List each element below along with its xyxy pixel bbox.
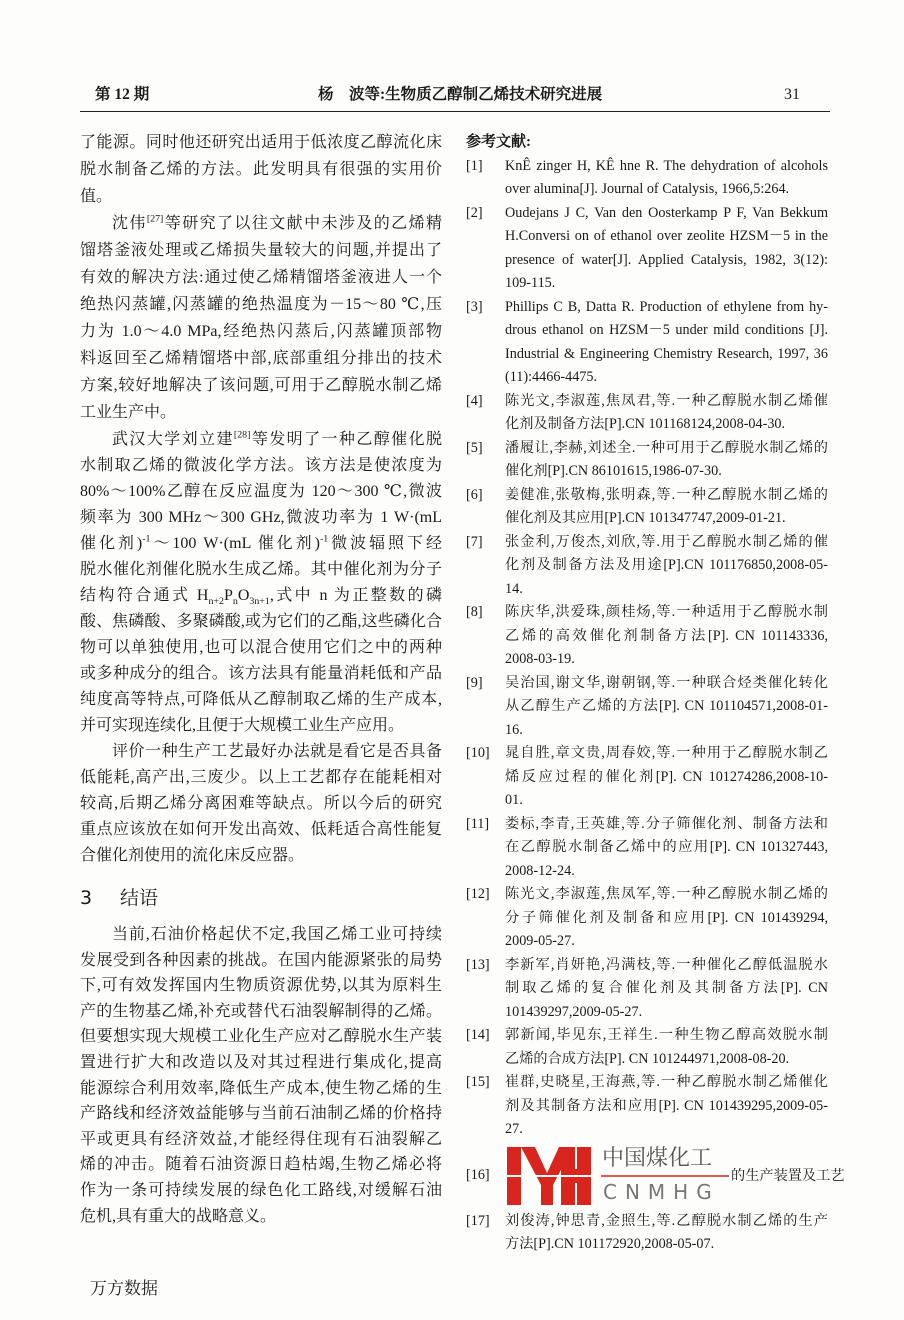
reference-label: [9] [466, 674, 483, 691]
text-line: 化剂及制备方法及用途[P].CN 101176850,2008-05- [505, 557, 828, 573]
text-line [80, 531, 442, 557]
text-line: 平或更具有经济效益,才能经得住现有石油裂解乙 [80, 1130, 442, 1148]
text-line: presence of water[J]. Applied Catalysis, 1982, 3(12): [505, 251, 828, 268]
text-line: 馏塔釜液处理或乙烯损失量较大的问题,并提出了 [80, 242, 442, 259]
reference-text [505, 437, 828, 484]
text-line: 或多种成分的组合。该方法具有能量消耗低和产品 [80, 665, 442, 682]
reference-text [505, 202, 828, 296]
text-line: 方法[P].CN 101172920,2008-05-07. [505, 1236, 715, 1252]
text-line: 发展受到各种因素的挑战。在国内能源紧张的局势 [80, 951, 442, 969]
text-line: 了能源。同时他还研究出适用于低浓度乙醇流化床 [80, 134, 442, 151]
text-line: 力为 1.0～4.0 MPa,经绝热闪蒸后,闪蒸罐顶部物 [80, 323, 442, 340]
references [466, 131, 845, 1257]
reference-label: [11] [466, 815, 490, 832]
reference-label: [14] [466, 1027, 490, 1043]
reference-item [466, 155, 828, 202]
superscript: -1 [142, 533, 151, 545]
text-line: 合催化剂使用的流化床反应器。 [80, 847, 305, 864]
page-number: 31 [784, 86, 800, 103]
text-line: 料返回至乙烯精馏塔中部,底部重组分排出的技术 [80, 350, 442, 367]
text-line: 催化剂及其应用[P].CN 101347747,2009-01-21. [505, 510, 786, 526]
text-line: 化剂及制备方法[P].CN 101168124,2008-04-30. [505, 416, 786, 432]
section-number: 3 [80, 887, 93, 909]
text-line: 产路线和经济效益能够与当前石油制乙烯的价格持 [80, 1105, 442, 1123]
text-line: H.Conversi on of ethanol over zeolite HZSM－5 in the [505, 228, 828, 244]
body-column-left-middle [80, 427, 442, 869]
text-line: Industrial & Engineering Chemistry Research, 1997, 36 [505, 345, 828, 362]
text-line: 潘履让,李赫,刘述全.一种可用于乙醇脱水制乙烯的 [505, 439, 828, 456]
running-title: 杨 波等:生物质乙醇制乙烯技术研究进展 [318, 86, 603, 103]
reference-item [466, 601, 828, 672]
reference-label: [6] [466, 486, 483, 503]
text-line: 产的生物基乙烯,补充或替代石油裂解制得的乙烯。 [80, 1002, 442, 1020]
text-run: 沈伟 [112, 215, 147, 232]
reference-item [466, 484, 828, 531]
text-line: 绝热闪蒸罐,闪蒸罐的绝热温度为－15～80 ℃,压 [80, 296, 442, 313]
text-line: 有效的解决方法:通过使乙烯精馏塔釜液进人一个 [80, 269, 442, 286]
reference-text [505, 601, 828, 672]
watermark-en-text: CNMHG [603, 1179, 720, 1204]
reference-label: [1] [466, 157, 483, 174]
text-line: 101439297,2009-05-27. [505, 1003, 643, 1020]
text-line: 烯的冲击。随着石油资源日趋枯竭,生物乙烯必将 [80, 1156, 442, 1174]
body-column-left-top [80, 129, 442, 426]
conclusion-body [80, 922, 442, 1229]
text-line: 方案,较好地解决了该问题,可用于乙醇脱水制乙烯 [80, 377, 442, 394]
section-title: 结语 [120, 887, 159, 909]
text-line: 评价一种生产工艺最好办法就是看它是否具备 [112, 743, 442, 760]
text-line: KnÊ zinger H, KÊ hne R. The dehydration of alcohols [505, 157, 828, 174]
text-line: 从乙醇生产乙烯的方法[P]. CN 101104571,2008-01- [505, 698, 828, 714]
reference-text [505, 390, 828, 437]
reference-list [466, 155, 845, 1257]
reference-label: [8] [466, 604, 483, 620]
text-line: 值。 [80, 188, 113, 205]
paragraph [80, 922, 442, 1229]
section-heading [80, 880, 442, 916]
reference-label: [12] [466, 886, 490, 902]
text-line: 纯度高等特点,可降低从乙醇制取乙烯的生产成本, [80, 691, 442, 708]
text-line: 2008-03-19. [505, 651, 575, 667]
text-line: 物可以单独使用,也可以混合使用它们之中的两种 [80, 639, 442, 656]
reference-text [505, 742, 828, 813]
text-line: 吴治国,谢文华,谢朝钢,等.一种联合烃类催化转化 [505, 674, 828, 691]
text-line: 重点应该放在如何开发出高效、低耗适合高性能复 [80, 821, 442, 838]
reference-label: [15] [466, 1074, 490, 1090]
reference-label: [4] [466, 392, 483, 409]
reference-label: [17] [466, 1212, 490, 1229]
reference-label: [10] [466, 745, 490, 761]
text-line: 娄标,李青,王英雄,等.分子筛催化剂、制备方法和 [505, 815, 828, 832]
text-line [80, 427, 442, 453]
text-line: 2009-05-27. [505, 933, 575, 949]
reference-label: [16] [466, 1166, 490, 1183]
reference-text [505, 1144, 845, 1210]
text-run: 微波辐照下经 [328, 535, 442, 552]
text-line: 姜健准,张敬梅,张明森,等.一种乙醇脱水制乙烯的 [505, 486, 828, 503]
text-line: Phillips C B, Datta R. Production of ethylene from hy- [505, 298, 828, 315]
text-line: drous ethanol on HZSM－5 under mild conditions [J]. [505, 322, 828, 338]
reference-label: [13] [466, 956, 490, 973]
text-line: 作为一条可持续发展的绿色化工路线,对缓解石油 [80, 1181, 442, 1199]
text-line: 低能耗,高产出,三废少。以上工艺都存在能耗相对 [80, 769, 442, 786]
reference-text [505, 296, 828, 390]
text-line: 工业生产中。 [80, 404, 177, 421]
text-line: 频率为 300 MHz～300 GHz,微波功率为 1 W·(mL [80, 509, 442, 526]
reference-item [466, 742, 828, 813]
reference-text [505, 531, 828, 602]
text-line: 剂及其制备方法和应用[P]. CN 101439295,2009-05- [505, 1097, 828, 1114]
header-rule [80, 111, 830, 112]
text-line: 危机,具有重大的战略意义。 [80, 1207, 277, 1225]
text-line: 80%～100%乙醇在反应温度为 120～300 ℃,微波 [80, 483, 442, 500]
subscript: 3n+1 [249, 596, 270, 608]
paragraph [80, 739, 442, 869]
text-line: 酸、焦磷酸、多聚磷酸,或为它们的乙酯,这些磷化合 [80, 613, 442, 630]
text-line: 郭新闻,毕见东,王祥生.一种生物乙醇高效脱水制 [505, 1027, 828, 1043]
text-line: 在乙醇脱水制备乙烯中的应用[P]. CN 101327443, [505, 839, 828, 855]
watermark-logo [505, 1145, 731, 1209]
reference-item [466, 531, 828, 602]
text-line: 2008-12-24. [505, 862, 575, 879]
text-run: ,式中 n 为正整数的磷 [269, 587, 442, 604]
text-line: (11):4466-4475. [505, 369, 598, 385]
text-run: P [223, 587, 233, 604]
reference-text [505, 954, 828, 1025]
reference-label: [2] [466, 204, 483, 221]
text-line: 当前,石油价格起伏不定,我国乙烯工业可持续 [112, 926, 442, 943]
text-line: 水制取乙烯的微波化学方法。该方法是使浓度为 [80, 457, 442, 474]
reference-item [466, 954, 828, 1025]
reference-label: [5] [466, 439, 483, 456]
text-line: 分子筛催化剂及制备和应用[P]. CN 101439294, [505, 909, 828, 926]
subscript: n+2 [208, 596, 224, 608]
text-run: 等研究了以往文献中未涉及的乙烯精 [163, 215, 442, 232]
text-line: 烯反应过程的催化剂[P]. CN 101274286,2008-10- [505, 768, 828, 785]
reference-text [505, 1024, 828, 1071]
reference-text [505, 1071, 828, 1142]
text-line: 脱水制备乙烯的方法。此发明具有很强的实用价 [80, 161, 442, 178]
reference-text [505, 883, 828, 954]
reference-text [505, 672, 828, 743]
text-line: 能源综合利用效率,降低生产成本,使生物乙烯的生 [80, 1079, 442, 1097]
text-line: 脱水催化剂催化脱水生成乙烯。其中催化剂为分子 [80, 561, 442, 578]
text-line: 较高,后期乙烯分离困难等缺点。所以今后的研究 [80, 795, 442, 812]
superscript: [27] [146, 213, 164, 225]
text-line: 陈庆华,洪爱珠,颜桂炀,等.一种适用于乙醇脱水制 [505, 604, 828, 620]
reference-item [466, 202, 828, 296]
text-run: 武汉大学刘立建 [112, 431, 234, 448]
text-line: 乙烯的合成方法[P]. CN 101244971,2008-08-20. [505, 1050, 790, 1067]
superscript: -1 [319, 533, 329, 545]
text-line: 下,可有效发挥国内生物质资源优势,以其为原料生 [80, 977, 442, 995]
text-line: 李新军,肖妍艳,冯满枝,等.一种催化乙醇低温脱水 [505, 956, 828, 973]
text-line: 崔群,史晓星,王海燕,等.一种乙醇脱水制乙烯催化 [505, 1074, 828, 1090]
watermark-cn-text: 中国煤化工 [602, 1145, 713, 1171]
reference-label: [3] [466, 298, 483, 315]
text-line: 乙烯的高效催化剂制备方法[P]. CN 101143336, [505, 627, 828, 644]
reference-item [466, 437, 828, 484]
text-line: 109-115. [505, 275, 556, 291]
reference-text [505, 484, 828, 531]
conclusion-section [80, 880, 442, 1229]
footer-source: 万方数据 [90, 1279, 158, 1299]
paragraph [80, 210, 442, 426]
paragraph [80, 129, 442, 210]
text-line: 01. [505, 792, 523, 808]
text-run: ～100 W·(mL 催化剂) [150, 535, 320, 552]
reference-item [466, 813, 828, 884]
reference-text [505, 813, 828, 884]
text-run: O [237, 587, 250, 604]
reference-text [505, 155, 828, 202]
text-line: 但要想实现大规模工业化生产应对乙醇脱水生产装 [80, 1028, 442, 1046]
reference-item [466, 672, 828, 743]
paragraph [80, 427, 442, 739]
reference-item [466, 1144, 845, 1210]
text-run: 催化剂) [80, 535, 143, 552]
reference-item [466, 883, 828, 954]
reference-text [505, 1210, 828, 1257]
text-line: 16. [505, 721, 523, 738]
text-line: 14. [505, 580, 523, 597]
reference-item [466, 296, 828, 390]
reference-item [466, 1024, 828, 1071]
text-line: 并可实现连续化,且便于大规模工业生产应用。 [80, 717, 405, 734]
text-line: Oudejans J C, Van den Oosterkamp P F, Van Bekkum [505, 204, 828, 221]
text-line [80, 210, 442, 237]
text-line: 陈光文,李淑莲,焦凤军,等.一种乙醇脱水制乙烯的 [505, 886, 828, 902]
superscript: [28] [233, 429, 251, 441]
reference-item [466, 1210, 828, 1257]
reference-label: [7] [466, 533, 483, 550]
text-line: 27. [505, 1121, 523, 1137]
subscript: n [232, 596, 238, 608]
references-heading: 参考文献: [466, 134, 531, 150]
text-line [80, 583, 442, 609]
text-line: 置进行扩大和改造以及对其过程进行集成化,提高 [80, 1053, 442, 1071]
reference-item [466, 390, 828, 437]
text-line: 的生产装置及工艺 [731, 1167, 845, 1184]
text-line: 刘俊涛,钟思青,金照生,等.乙醇脱水制乙烯的生产 [505, 1212, 828, 1229]
text-line: 陈光文,李淑莲,焦凤君,等.一种乙醇脱水制乙烯催 [505, 392, 828, 409]
issue-number: 第 12 期 [95, 86, 150, 103]
text-line: 制取乙烯的复合催化剂及其制备方法[P]. CN [505, 980, 828, 996]
text-line: 催化剂[P].CN 86101615,1986-07-30. [505, 463, 722, 479]
text-run: 结构符合通式 H [80, 587, 209, 604]
reference-item [466, 1071, 828, 1142]
text-line: 晁自胜,章文贵,周春姣,等.一种用于乙醇脱水制乙 [505, 745, 828, 761]
text-run: 等发明了一种乙醇催化脱 [250, 431, 442, 448]
text-line: 张金利,万俊杰,刘欣,等.用于乙醇脱水制乙烯的催 [505, 533, 828, 550]
text-line: over alumina[J]. Journal of Catalysis, 1966,5:264. [505, 181, 790, 197]
